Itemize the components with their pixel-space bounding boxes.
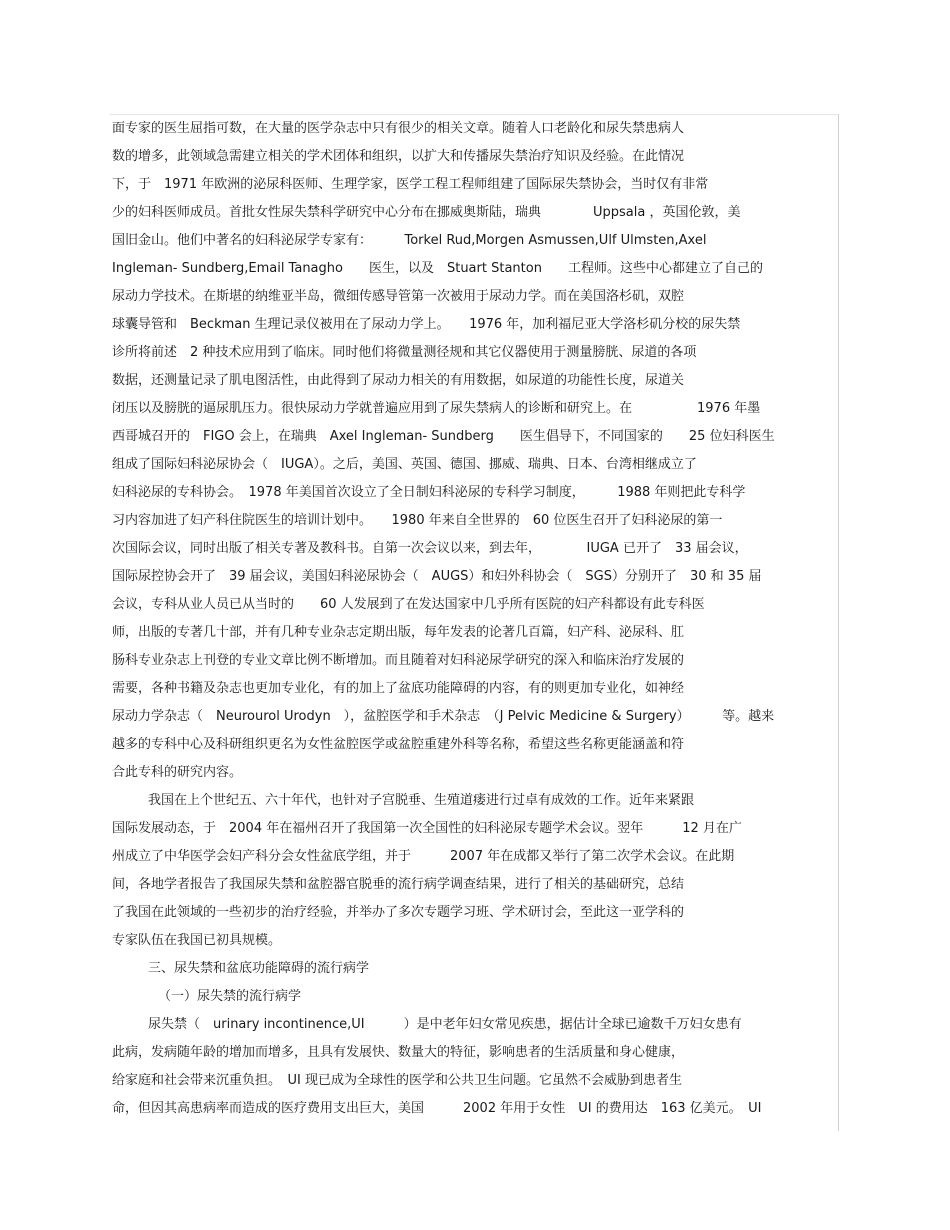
paragraph-first-line: 我国在上个世纪五、六十年代，也针对子宫脱垂、生殖道瘘进行过卓有成效的工作。近年来紧跟 — [148, 793, 695, 808]
text-line: 给家庭和社会带来沉重负担。 UI 现已成为全球性的医学和公共卫生问题。它虽然不会威胁到患者生 — [112, 1073, 682, 1088]
text-line: 数据，还测量记录了肌电图活性，由此得到了尿动力相关的有用数据，如尿道的功能性长度，尿道关 — [112, 373, 685, 388]
text-line: 了我国在此领域的一些初步的治疗经验，并举办了多次专题学习班、学术研讨会，至此这一亚学科的 — [112, 905, 685, 920]
subsection-heading: （一）尿失禁的流行病学 — [158, 989, 302, 1004]
text-line: 组成了国际妇科泌尿协会（ IUGA）。之后，美国、英国、德国、挪威、瑞典、日本、台湾相继成立了 — [112, 457, 697, 472]
text-line: 下，于 1971 年欧洲的泌尿科医师、生理学家，医学工程工程师组建了国际尿失禁协会，当时仅有非常 — [112, 177, 709, 192]
text-line: 尿动力学杂志（ Neurourol Urodyn ），盆腔医学和手术杂志 （J Pelvic Medicine & Surgery） 等。越来 — [112, 709, 775, 724]
text-line: 诊所将前述 2 种技术应用到了临床。同时他们将微量测径规和其它仪器使用于测量膀胱、尿道的各项 — [112, 345, 697, 360]
paragraph-first-line: 尿失禁（ urinary incontinence,UI ）是中老年妇女常见疾患，据估计全球已逾数千万妇女患有 — [148, 1017, 742, 1032]
text-line: 闭压以及膀胱的逼尿肌压力。很快尿动力学就普遍应用到了尿失禁病人的诊断和研究上。在 1976 年墨 — [112, 401, 761, 416]
text-line: 妇科泌尿的专科协会。 1978 年美国首次设立了全日制妇科泌尿的专科学习制度， 1988 年则把此专科学 — [112, 485, 746, 500]
text-line: 专家队伍在我国已初具规模。 — [112, 933, 282, 948]
text-line: 间，各地学者报告了我国尿失禁和盆腔器官脱垂的流行病学调查结果，进行了相关的基础研究，总结 — [112, 877, 685, 892]
text-line: 肠科专业杂志上刊登的专业文章比例不断增加。而且随着对妇科泌尿学研究的深入和临床治疗发展的 — [112, 653, 685, 668]
text-line: 次国际会议，同时出版了相关专著及教科书。自第一次会议以来，到去年， IUGA 已开了 33 届会议， — [112, 541, 748, 556]
text-line: 需要，各种书籍及杂志也更加专业化，有的加上了盆底功能障碍的内容，有的则更加专业化，如神经 — [112, 681, 685, 696]
text-line: 面专家的医生屈指可数，在大量的医学杂志中只有很少的相关文章。随着人口老龄化和尿失禁患病人 — [112, 121, 685, 136]
text-line: 越多的专科中心及科研组织更名为女性盆腔医学或盆腔重建外科等名称，希望这些名称更能涵盖和符 — [112, 737, 685, 752]
text-line: 命，但因其高患病率而造成的医疗费用支出巨大，美国 2002 年用于女性 UI 的费用达 163 亿美元。 UI — [112, 1101, 762, 1116]
section-heading: 三、尿失禁和盆底功能障碍的流行病学 — [148, 961, 370, 976]
text-line: 数的增多，此领域急需建立相关的学术团体和组织，以扩大和传播尿失禁治疗知识及经验。在此情况 — [112, 149, 685, 164]
text-line: 国际发展动态，于 2004 年在福州召开了我国第一次全国性的妇科泌尿专题学术会议。翌年 12 月在广 — [112, 821, 742, 836]
text-line: 西哥城召开的 FIGO 会上，在瑞典 Axel Ingleman- Sundberg 医生倡导下，不同国家的 25 位妇科医生 — [112, 429, 775, 444]
text-line: 习内容加进了妇产科住院医生的培训计划中。 1980 年来自全世界的 60 位医生召开了妇科泌尿的第一 — [112, 513, 723, 528]
text-line: 师，出版的专著几十部，并有几种专业杂志定期出版，每年发表的论著几百篇，妇产科、泌尿科、肛 — [112, 625, 685, 640]
text-line: 尿动力学技术。在斯堪的纳维亚半岛，微细传感导管第一次被用于尿动力学。而在美国洛杉矶，双腔 — [112, 289, 685, 304]
text-line: 合此专科的研究内容。 — [112, 765, 243, 780]
text-line: 少的妇科医师成员。首批女性尿失禁科学研究中心分布在挪威奥斯陆，瑞典 Uppsala ，英国伦敦，美 — [112, 205, 741, 220]
text-line: Ingleman- Sundberg,Email Tanagho 医生，以及 Stuart Stanton 工程师。这些中心都建立了自己的 — [112, 261, 763, 276]
text-line: 此病，发病随年龄的增加而增多，且具有发展快、数量大的特征，影响患者的生活质量和身心健康， — [112, 1045, 685, 1060]
text-line: 会议，专科从业人员已从当时的 60 人发展到了在发达国家中几乎所有医院的妇产科都设有此专科医 — [112, 597, 705, 612]
text-line: 球囊导管和 Beckman 生理记录仪被用在了尿动力学上。 1976 年，加利福尼亚大学洛杉矶分校的尿失禁 — [112, 317, 741, 332]
text-line: 州成立了中华医学会妇产科分会女性盆底学组，并于 2007 年在成都又举行了第二次学术会议。在此期 — [112, 849, 735, 864]
text-line: 国际尿控协会开了 39 届会议，美国妇科泌尿协会（ AUGS）和妇外科协会（ SGS）分别开了 30 和 35 届 — [112, 569, 762, 584]
text-line: 国旧金山。他们中著名的妇科泌尿学专家有： Torkel Rud,Morgen Asmussen,Ulf Ulmsten,Axel — [112, 233, 707, 248]
